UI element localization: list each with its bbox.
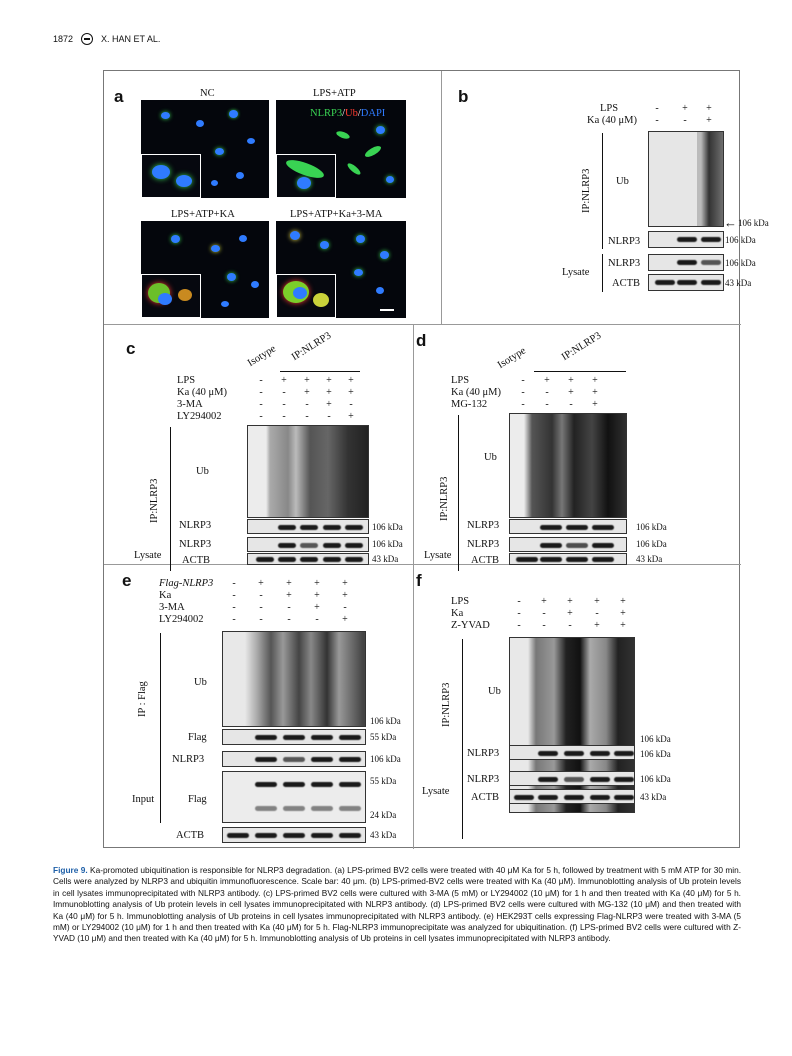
panel-d-cond-ka: Ka (40 μM) (451, 387, 501, 398)
panel-c-cond-lps: LPS (177, 375, 196, 386)
panel-b (442, 71, 769, 325)
stain-legend (310, 108, 385, 119)
panel-c-sign: - (327, 411, 331, 422)
panel-f-sign: + (567, 596, 573, 607)
panel-d-cond-mg: MG-132 (451, 399, 488, 410)
panel-d-sign: - (521, 399, 525, 410)
micrograph-nc (141, 100, 269, 198)
panel-c-sign: + (348, 387, 354, 398)
micro-title-nc: NC (200, 88, 215, 99)
panel-d-sign: + (544, 375, 550, 386)
panel-e-size-flag-ip: 55 kDa (370, 732, 397, 742)
panel-e (104, 565, 414, 849)
panel-c-ip-header-line (280, 371, 360, 372)
panel-d-sign: + (592, 375, 598, 386)
panel-d-ip-bracket (458, 415, 459, 539)
panel-d (414, 325, 741, 565)
panel-b-row-nlrp3-lys: NLRP3 (608, 258, 641, 269)
panel-b-size-nlrp3-ip: 106 kDa (725, 235, 756, 245)
panel-e-sign: + (314, 590, 320, 601)
panel-c-sign: + (326, 399, 332, 410)
panel-e-cond-ly: LY294002 (159, 614, 204, 625)
panel-e-blot-ub (222, 631, 366, 727)
panel-e-blot-nlrp3 (222, 751, 366, 767)
panel-e-cond-ka: Ka (159, 590, 172, 601)
panel-b-row-ub: Ub (616, 176, 629, 187)
panel-f-sign: + (620, 596, 626, 607)
panel-b-sign: - (655, 115, 659, 126)
panel-e-sign: + (342, 578, 348, 589)
panel-e-sign: - (343, 602, 347, 613)
panel-f-lysate-bracket (462, 771, 463, 805)
panel-c-cond-ka: Ka (40 μM) (177, 387, 227, 398)
panel-c-blot-ub (247, 425, 369, 518)
panel-c-ip-bracket (170, 427, 171, 539)
panel-c-sign: - (282, 411, 286, 422)
panel-d-blot-actb (509, 553, 627, 565)
panel-c-sign: + (348, 411, 354, 422)
panel-c-sign: - (305, 399, 309, 410)
panel-e-sign: + (286, 578, 292, 589)
panel-d-row-nlrp3-ip: NLRP3 (467, 520, 500, 531)
running-header (53, 33, 160, 45)
panel-c-row-ub: Ub (196, 466, 209, 477)
panel-f-lysate-label: Lysate (422, 786, 450, 797)
panel-c-sign: - (259, 387, 263, 398)
panel-d-size-nlrp3-ip: 106 kDa (636, 522, 667, 532)
panel-b-blot-nlrp3-lys (648, 254, 724, 271)
panel-c-row-nlrp3-lys: NLRP3 (179, 539, 212, 550)
stain-sep-1: / (342, 108, 346, 119)
panel-b-blot-ub (648, 131, 724, 227)
panel-c-sign: - (349, 399, 353, 410)
panel-f-blot-actb (509, 789, 635, 804)
panel-e-sign: + (314, 578, 320, 589)
panel-e-size-flag-input-24: 24 kDa (370, 810, 397, 820)
panel-d-sign: - (521, 375, 525, 386)
panel-f-sign: - (517, 596, 521, 607)
panel-d-blot-nlrp3-ip (509, 519, 627, 534)
panel-d-row-ub: Ub (484, 452, 497, 463)
panel-c-ip-header: IP:NLRP3 (289, 330, 334, 364)
panel-c-row-actb: ACTB (182, 555, 211, 566)
panel-b-sign: - (655, 103, 659, 114)
panel-f-row-ub: Ub (488, 686, 501, 697)
panel-b-label: b (458, 87, 469, 106)
panel-d-sign: + (568, 375, 574, 386)
panel-f-sign: + (620, 608, 626, 619)
panel-e-input-bracket (160, 751, 161, 823)
panel-d-sign: + (592, 399, 598, 410)
panel-e-size-actb: 43 kDa (370, 830, 397, 840)
panel-c-row-nlrp3-ip: NLRP3 (179, 520, 212, 531)
micrograph-lps-atp-ka (141, 221, 269, 318)
panel-f-size-nlrp3-ip: 106 kDa (640, 749, 671, 759)
panel-f-cond-lps: LPS (451, 596, 470, 607)
panel-e-sign: - (287, 602, 291, 613)
panel-f-row-nlrp3-lys: NLRP3 (467, 774, 500, 785)
panel-f-blot-nlrp3-ip (509, 745, 635, 760)
panel-c-sign: - (305, 411, 309, 422)
panel-c-sign: - (259, 399, 263, 410)
panel-e-blot-actb (222, 827, 366, 843)
panel-e-sign: - (232, 602, 236, 613)
panel-b-blot-actb (648, 274, 724, 291)
panel-e-row-ub: Ub (194, 677, 207, 688)
panel-c-blot-actb (247, 553, 369, 565)
panel-f-sign: + (594, 620, 600, 631)
figure-caption-label: Figure 9. (53, 865, 88, 875)
panel-b-blot-nlrp3-ip (648, 231, 724, 248)
panel-f (414, 565, 741, 849)
panel-c-sign: + (281, 375, 287, 386)
panel-f-sign: - (542, 620, 546, 631)
panel-d-row-nlrp3-lys: NLRP3 (467, 539, 500, 550)
stain-nlrp3: NLRP3 (310, 108, 343, 119)
stain-dapi: DAPI (360, 108, 386, 119)
panel-d-row-actb: ACTB (471, 555, 500, 566)
panel-c-sign: - (259, 411, 263, 422)
panel-e-sign: + (314, 602, 320, 613)
panel-e-row-nlrp3: NLRP3 (172, 754, 205, 765)
scale-bar (380, 309, 394, 311)
panel-e-input-label: Input (132, 794, 155, 805)
panel-c-size-actb: 43 kDa (372, 554, 399, 564)
panel-f-sign: - (542, 608, 546, 619)
panel-b-size-ub: 106 kDa (738, 218, 769, 228)
panel-c-sign: - (282, 399, 286, 410)
panel-d-ip-header-line (534, 371, 626, 372)
panel-c-lysate-label: Lysate (134, 550, 162, 561)
panel-e-row-flag-input: Flag (188, 794, 207, 805)
panel-c-sign: + (348, 375, 354, 386)
panel-b-row-nlrp3-ip: NLRP3 (608, 236, 641, 247)
panel-c-ip-label: IP:NLRP3 (149, 478, 160, 523)
panel-d-blot-ub (509, 413, 627, 518)
panel-f-sign: - (517, 608, 521, 619)
panel-f-sign: - (517, 620, 521, 631)
panel-c-cond-ly: LY294002 (177, 411, 222, 422)
panel-c-sign: + (326, 387, 332, 398)
panel-b-lysate-bracket (602, 254, 603, 292)
panel-d-size-nlrp3-lys: 106 kDa (636, 539, 667, 549)
panel-f-row-actb: ACTB (471, 792, 500, 803)
panel-e-sign: - (315, 614, 319, 625)
panel-b-size-actb: 43 kDa (725, 278, 752, 288)
panel-d-cond-lps: LPS (451, 375, 470, 386)
panel-b-arrow-icon: ← (724, 215, 737, 230)
panel-b-lysate-label: Lysate (562, 267, 590, 278)
panel-e-sign: + (258, 578, 264, 589)
panel-d-ip-label: IP:NLRP3 (439, 476, 450, 521)
stain-sep-2: / (357, 108, 361, 119)
panel-c-blot-nlrp3-ip (247, 519, 369, 534)
panel-d-blot-nlrp3-lys (509, 537, 627, 552)
panel-f-sign: + (620, 620, 626, 631)
panel-b-sign: + (682, 103, 688, 114)
panel-a-label: a (114, 87, 124, 106)
journal-logo-icon (81, 33, 93, 45)
panel-e-sign: - (232, 590, 236, 601)
panel-d-ip-header: IP:NLRP3 (559, 330, 604, 364)
micro-title-lps-atp-ka-3ma: LPS+ATP+Ka+3-MA (290, 209, 383, 220)
panel-f-cond-ka: Ka (451, 608, 464, 619)
panel-e-size-flag-input-55: 55 kDa (370, 776, 397, 786)
panel-f-blot-nlrp3-lys (509, 771, 635, 786)
panel-b-sign: + (706, 103, 712, 114)
panel-f-label: f (416, 571, 422, 590)
panel-b-row-actb: ACTB (612, 278, 641, 289)
panel-c-sign: + (326, 375, 332, 386)
panel-e-row-actb: ACTB (176, 830, 205, 841)
panel-c-sign: - (282, 387, 286, 398)
panel-f-size-actb: 43 kDa (640, 792, 667, 802)
panel-e-sign: - (259, 590, 263, 601)
panel-f-sign: + (541, 596, 547, 607)
micrograph-lps-atp-ka-inset (141, 274, 201, 318)
panel-e-sign: + (286, 590, 292, 601)
panel-c-sign: - (259, 375, 263, 386)
panel-b-ip-bracket (602, 133, 603, 249)
panel-f-row-nlrp3-ip: NLRP3 (467, 748, 500, 759)
panel-f-sign: + (594, 596, 600, 607)
panel-c-cond-3ma: 3-MA (177, 399, 203, 410)
panel-f-sign: + (567, 608, 573, 619)
stain-ub: Ub (345, 108, 358, 119)
panel-f-ip-label: IP:NLRP3 (441, 682, 452, 727)
panel-e-blot-flag-input (222, 771, 366, 823)
panel-d-sign: - (569, 399, 573, 410)
panel-a (104, 71, 442, 325)
panel-b-ip-label: IP:NLRP3 (581, 168, 592, 213)
panel-b-size-nlrp3-lys: 106 kDa (725, 258, 756, 268)
micrograph-lps-atp-inset (276, 154, 336, 198)
panel-d-sign: - (521, 387, 525, 398)
panel-d-label: d (416, 331, 427, 350)
micro-title-lps-atp: LPS+ATP (313, 88, 356, 99)
panel-f-blot-ub (509, 637, 635, 813)
panel-e-sign: - (232, 614, 236, 625)
panel-e-sign: - (259, 614, 263, 625)
figure-caption (53, 865, 741, 945)
panel-c-size-nlrp3-lys: 106 kDa (372, 539, 403, 549)
micrograph-lps-atp-ka-3ma (276, 221, 406, 318)
panel-c-label: c (126, 339, 136, 358)
panel-c-sign: + (304, 387, 310, 398)
figure-caption-text: Ka-promoted ubiquitination is responsible for NLRP3 degradation. (a) LPS-primed BV2 cells were treated with 40 μM Ka for 5 h, followed by treatment with 5 mM ATP for 30 min. Cells were analyzed by NLRP3 and ubiquitin immunofluorescence. Scale bar: 40 μm. (b) LPS-primed-BV2 cells were treated with Ka (40 μM). Immunoblotting analysis of Ub protein levels in cell lysates immunoprecipitated with NLRP3 antibody. (c) LPS-primed BV2 cells were cultured with 3-MA (5 mM) or LY294002 (10 μM) for 1 h and then treated with Ka (40 μM) for 5 h. Immunoblotting analysis of Ub protein levels in cell lysates immunoprecipitated with NLRP3 antibody. (d) LPS-primed BV2 cells were cultured with MG-132 (10 μM) and then treated with Ka (40 μM) for 5 h. Immunoblotting analysis of Ub proteins in cell lysates immunoprecipitated with NLRP3 antibody. (e) HEK293T cells expressing Flag-NLRP3 were treated with 3-MA (5 mM) or LY294002 (10 μM) for 1 h and then treated with Ka (40 μM) for 5 h. Flag-NLRP3 immunoprecipitate was analyzed for ubiquitination. (f) LPS-primed BV2 cells were cultured with Z-YVAD (10 μM) and then treated with Ka (40 μM) for 5 h. Immunoblotting analysis of Ub proteins in cell lysates immunoprecipitated with NLRP3 antibody. (53, 865, 741, 944)
panel-d-sign: + (592, 387, 598, 398)
panel-c-size-nlrp3-ip: 106 kDa (372, 522, 403, 532)
panel-e-sign: + (342, 590, 348, 601)
panel-e-sign: - (259, 602, 263, 613)
page-number: 1872 (53, 34, 74, 44)
panel-e-size-ub: 106 kDa (370, 716, 401, 726)
panel-f-size-ub: 106 kDa (640, 734, 671, 744)
panel-c-blot-nlrp3-lys (247, 537, 369, 552)
panel-b-sign: + (706, 115, 712, 126)
panel-e-cond-3ma: 3-MA (159, 602, 185, 613)
panel-d-sign: - (545, 399, 549, 410)
panel-e-sign: + (342, 614, 348, 625)
panel-f-size-nlrp3-lys: 106 kDa (640, 774, 671, 784)
panel-c-isotype: Isotype (245, 343, 278, 370)
micro-title-lps-atp-ka: LPS+ATP+KA (171, 209, 235, 220)
panel-d-isotype: Isotype (495, 345, 528, 372)
panel-f-cond-zyvad: Z-YVAD (451, 620, 490, 631)
panel-d-sign: - (545, 387, 549, 398)
panel-c-sign: + (304, 375, 310, 386)
panel-c (104, 325, 414, 565)
panel-e-blot-flag-ip (222, 729, 366, 745)
panel-d-sign: + (568, 387, 574, 398)
panel-e-ip-label: IP : Flag (137, 681, 148, 717)
panel-f-sign: - (568, 620, 572, 631)
panel-e-cond-flag: Flag-NLRP3 (159, 578, 214, 589)
panel-e-sign: - (232, 578, 236, 589)
panel-d-size-actb: 43 kDa (636, 554, 663, 564)
micrograph-lps-atp-ka-3ma-inset (276, 274, 336, 318)
panel-f-ip-bracket (462, 639, 463, 839)
panel-e-size-nlrp3: 106 kDa (370, 754, 401, 764)
author-line: X. HAN ET AL. (101, 34, 161, 44)
panel-b-sign: - (683, 115, 687, 126)
panel-e-sign: - (287, 614, 291, 625)
panel-f-sign: - (595, 608, 599, 619)
panel-b-cond-ka: Ka (40 μM) (587, 115, 637, 126)
panel-e-row-flag-ip: Flag (188, 732, 207, 743)
panel-d-lysate-label: Lysate (424, 550, 452, 561)
micrograph-lps-atp (276, 100, 406, 198)
figure-9 (103, 70, 769, 848)
panel-b-cond-lps: LPS (600, 103, 619, 114)
micrograph-nc-inset (141, 154, 201, 198)
panel-e-label: e (122, 571, 132, 590)
